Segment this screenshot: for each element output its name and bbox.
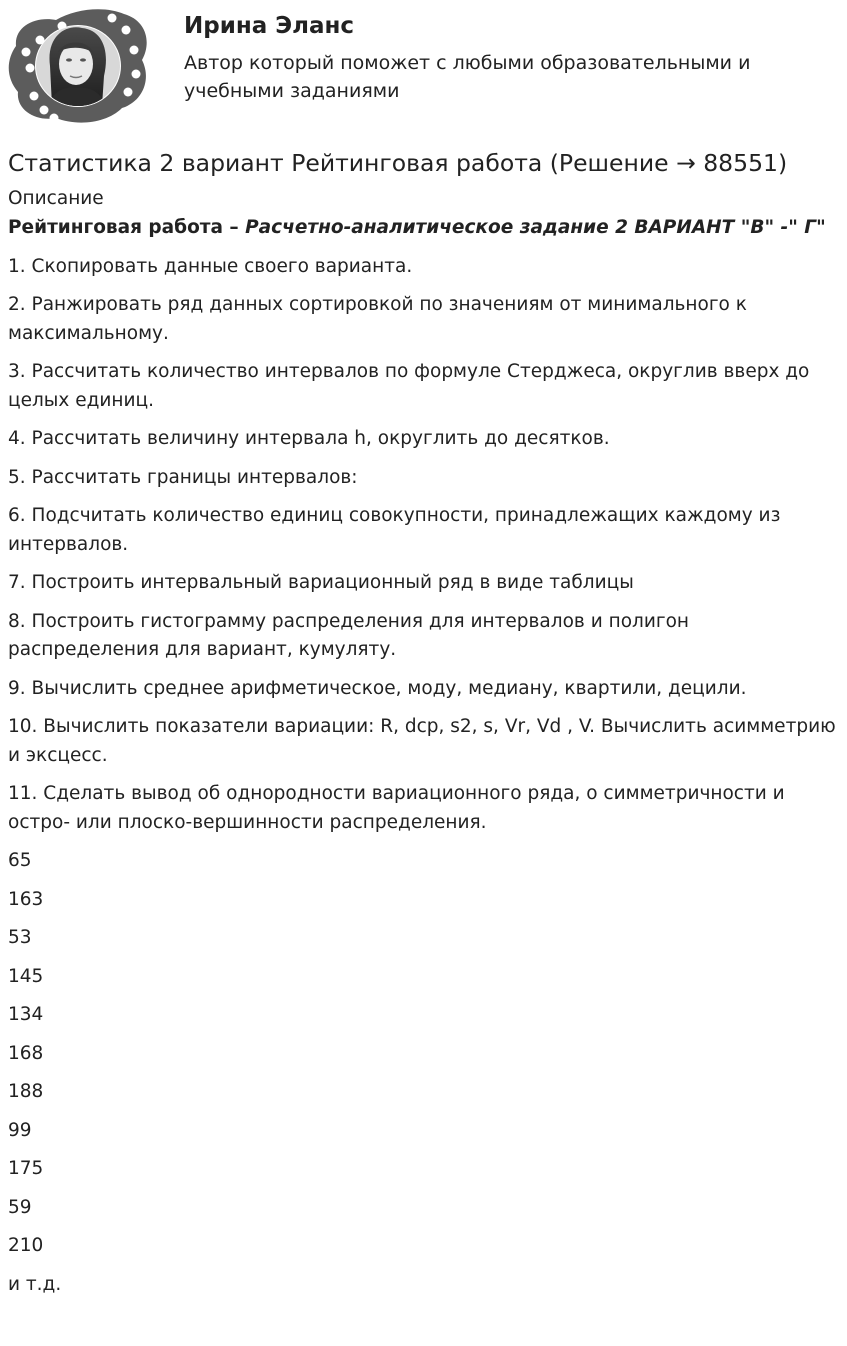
data-value: 175 — [8, 1158, 44, 1179]
task-item: 1. Скопировать данные своего варианта. — [8, 255, 413, 277]
task-item: 2. Ранжировать ряд данных сортировкой по значениям от минимального к максимальному. — [8, 294, 747, 344]
task-item: 3. Рассчитать количество интервалов по формуле Стерджеса, округлив вверх до целых единиц. — [8, 361, 810, 411]
author-avatar[interactable] — [6, 6, 152, 126]
data-value: 145 — [8, 965, 44, 987]
assignment-subtitle — [8, 214, 838, 243]
section-label: Описание — [8, 188, 104, 209]
task-item: 10. Вычислить показатели вариации: R, dcp, s2, s, Vr, Vd , V. Вычислить асимметрию и эксцесс. — [8, 716, 836, 766]
author-name[interactable]: Ирина Эланс — [184, 13, 355, 39]
task-item: 11. Сделать вывод об однородности вариационного ряда, о симметричности и остро- или плоско-вершинности распределения. — [8, 783, 785, 833]
author-header — [0, 0, 847, 130]
ending-text: и т.д. — [8, 1273, 62, 1295]
task-item: 4. Рассчитать величину интервала h, округлить до десятков. — [8, 428, 610, 449]
data-value: 168 — [8, 1042, 44, 1064]
data-value: 134 — [8, 1004, 44, 1025]
data-values-list — [8, 847, 838, 1299]
task-item: 6. Подсчитать количество единиц совокупности, принадлежащих каждому из интервалов. — [8, 505, 781, 555]
task-item: 7. Построить интервальный вариационный ряд в виде таблицы — [8, 572, 634, 593]
data-value: 188 — [8, 1081, 44, 1102]
subtitle-bold-part: Рейтинговая работа – — [8, 217, 246, 238]
task-item: 8. Построить гистограмму распределения для интервалов и полигон распределения для вариант, кумуляту. — [8, 610, 689, 660]
data-value: 99 — [8, 1119, 32, 1141]
description-section — [8, 185, 838, 1309]
subtitle-italic-part: Расчетно-аналитическое задание 2 ВАРИАНТ "В" -" Г" — [245, 217, 826, 238]
data-value: 210 — [8, 1235, 44, 1256]
data-value: 163 — [8, 888, 44, 910]
page-title: Статистика 2 вариант Рейтинговая работа (Решение → 88551) — [8, 149, 788, 177]
task-list — [8, 253, 838, 838]
task-item: 5. Рассчитать границы интервалов: — [8, 466, 358, 488]
data-value: 65 — [8, 850, 32, 871]
data-value: 53 — [8, 927, 32, 948]
author-description: Автор который поможет с любыми образовательными и учебными заданиями — [184, 52, 751, 102]
task-item: 9. Вычислить среднее арифметическое, моду, медиану, квартили, децили. — [8, 677, 747, 699]
data-value: 59 — [8, 1196, 32, 1218]
